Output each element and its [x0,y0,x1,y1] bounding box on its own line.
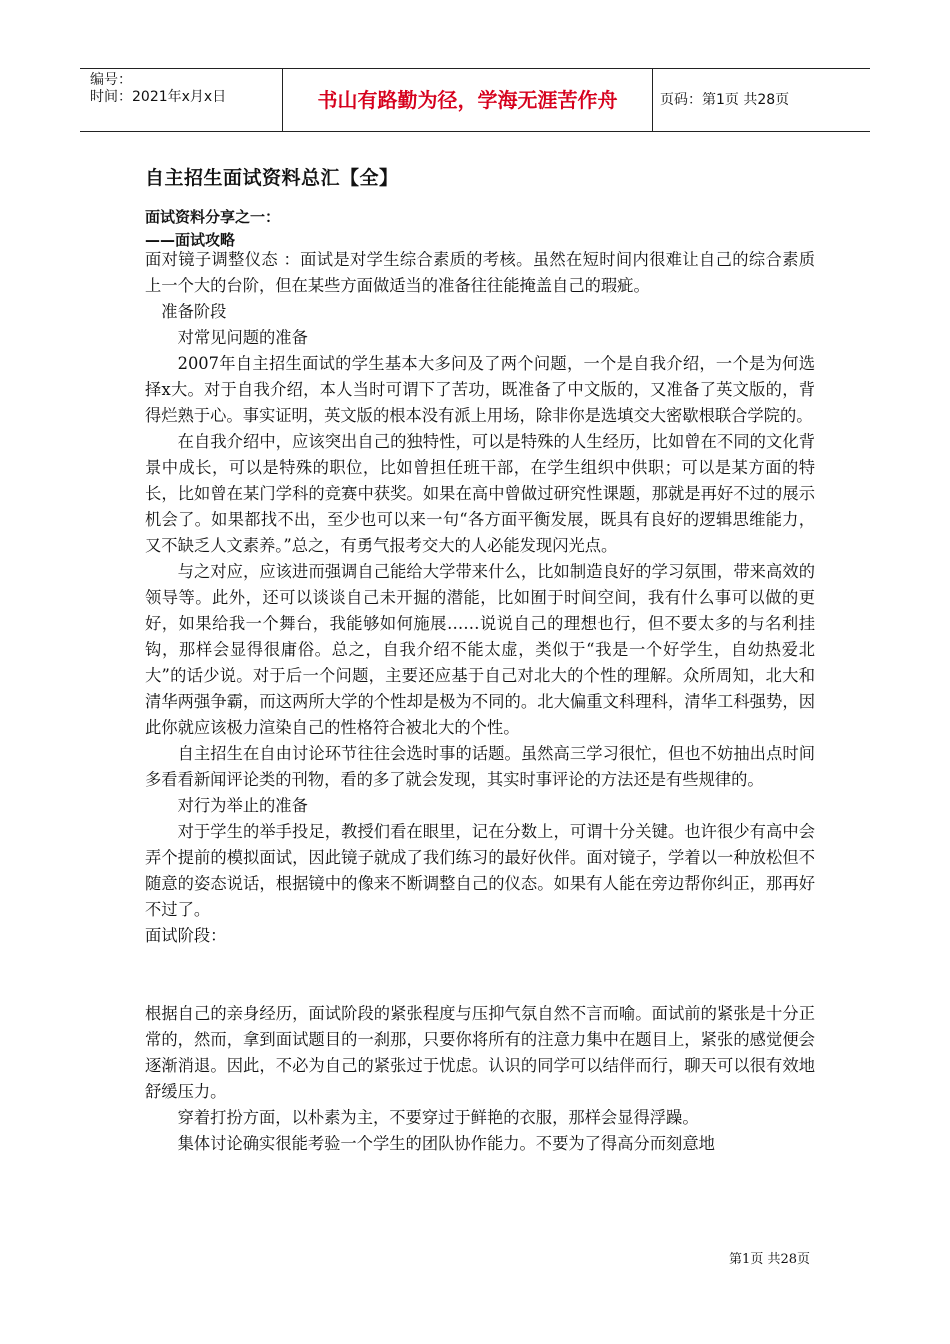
header-motto: 书山有路勤为径，学海无涯苦作舟 [317,88,618,112]
heading-common-questions: 对常见问题的准备 [177,328,308,347]
paragraph: 2007年自主招生面试的学生基本大多问及了两个问题，一个是自我介绍，一个是为何选择x大。对于自我介绍，本人当时可谓下了苦功，既准备了中文版的，又准备了英文版的，背得烂熟于心。事实证明，英文版的根本没有派上用场，除非你是选填交大密歇根联合学院的。 [145,354,815,425]
paragraph: 根据自己的亲身经历，面试阶段的紧张程度与压抑气氛自然不言而喻。面试前的紧张是十分正常的，然而，拿到面试题目的一刹那，只要你将所有的注意力集中在题目上，紧张的感觉便会逐渐消退。因此，不必为自己的紧张过于忧虑。认识的同学可以结伴而行，聊天可以很有效地舒缓压力。 [145,1004,815,1101]
page-header [80,68,870,132]
paragraph: 自主招生在自由讨论环节往往会选时事的话题。虽然高三学习很忙，但也不妨抽出点时间多看看新闻评论类的刊物，看的多了就会发现，其实时事评论的方法还是有些规律的。 [145,744,815,789]
blank-line [145,949,815,1001]
header-divider [652,69,653,131]
page-footer: 第1页 共28页 [729,1252,810,1267]
paragraph: 与之对应，应该进而强调自己能给大学带来什么，比如制造良好的学习氛围，带来高效的领导等。此外，还可以谈谈自己未开掘的潜能，比如囿于时间空间，我有什么事可以做的更好，如果给我一个舞台，我能够如何施展……说说自己的理想也行，但不要太多的与名利挂钩，那样会显得很庸俗。总之，自我介绍不能太虚，类似于“我是一个好学生，自幼热爱北大”的话少说。对于后一个问题，主要还应基于自己对北大的个性的理解。众所周知，北大和清华两强争霸，而这两所大学的个性却是极为不同的。北大偏重文科理科，清华工科强势，因此你就应该极力渲染自己的性格符合被北大的个性。 [145,562,815,737]
document-body [145,247,815,1157]
document-title: 自主招生面试资料总汇【全】 [145,167,399,189]
paragraph: 面对镜子调整仪态 ：面试是对学生综合素质的考核。虽然在短时间内很难让自己的综合素质上一个大的台阶，但在某些方面做适当的准备往往能掩盖自己的瑕疵。 [145,250,815,295]
subsection-heading: ——面试攻略 [145,231,236,249]
section-heading: 面试资料分享之一： [145,208,281,226]
paragraph: 对于学生的举手投足，教授们看在眼里，记在分数上，可谓十分关键。也许很少有高中会弄个提前的模拟面试，因此镜子就成了我们练习的最好伙伴。面对镜子，学着以一种放松但不随意的姿态说话，根据镜中的像来不断调整自己的仪态。如果有人能在旁边帮你纠正，那再好不过了。 [145,822,815,919]
heading-prep-stage: 准备阶段 [161,302,227,321]
heading-behavior: 对行为举止的准备 [177,796,308,815]
number-label: 编号： [90,72,132,88]
heading-interview-stage: 面试阶段： [145,926,227,945]
header-page-info: 页码：第1页 共28页 [660,92,790,108]
paragraph: 穿着打扮方面，以朴素为主，不要穿过于鲜艳的衣服，那样会显得浮躁。 [177,1108,699,1127]
paragraph: 集体讨论确实很能考验一个学生的团队协作能力。不要为了得高分而刻意地 [177,1134,715,1153]
paragraph: 在自我介绍中，应该突出自己的独特性，可以是特殊的人生经历，比如曾在不同的文化背景中成长，可以是特殊的职位，比如曾担任班干部，在学生组织中供职；可以是某方面的特长，比如曾在某门学科的竞赛中获奖。如果在高中曾做过研究性课题，那就是再好不过的展示机会了。如果都找不出，至少也可以来一句“各方面平衡发展，既具有良好的逻辑思维能力，又不缺乏人文素养。”总之，有勇气报考交大的人必能发现闪光点。 [145,432,815,555]
date-line: 时间：2021年x月x日 [90,89,227,105]
header-meta [80,69,280,131]
